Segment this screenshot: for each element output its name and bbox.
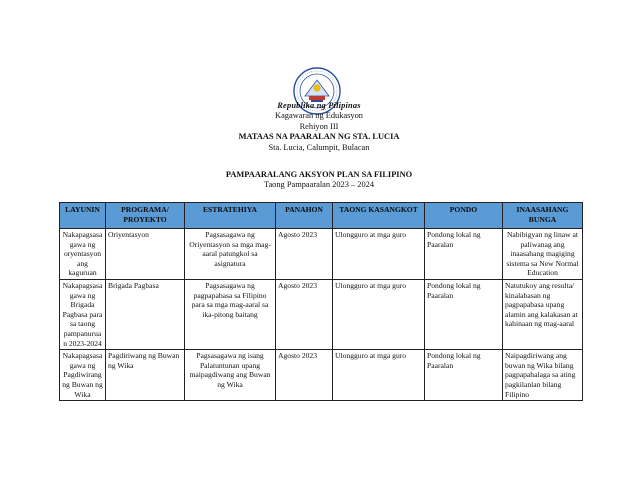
cell-taong-kasangkot: Ulongguro at mga guro bbox=[333, 350, 425, 401]
cell-estratehiya: Pagsasagawa ng pagpapabasa sa Filipino para sa mga mag-aaral sa ika-pitong baitang bbox=[185, 279, 276, 349]
cell-layunin: Nakapagsasagawa ng oryentasyon ang kaguruan bbox=[60, 229, 106, 280]
cell-layunin: Nakapagsasagawa ng Pagdiwirang ng Buwan ng Wika bbox=[60, 350, 106, 401]
col-header-taong-kasangkot: TAONG KASANGKOT bbox=[333, 203, 425, 229]
cell-inaasahang-bunga: Natutukoy ang resulta/ kinalabasan ng pagpapabasa upang alamin ang kalakasan at kahinaan ng mag-aaral bbox=[503, 279, 583, 349]
table-row bbox=[60, 229, 583, 280]
cell-programa: Oriyentasyon bbox=[106, 229, 185, 280]
col-header-layunin: LAYUNIN bbox=[60, 203, 106, 229]
col-header-panahon: PANAHON bbox=[276, 203, 333, 229]
cell-panahon: Agosto 2023 bbox=[276, 229, 333, 280]
rehiyon-line: Rehiyon III bbox=[299, 121, 339, 131]
col-header-estratehiya: ESTRATEHIYA bbox=[185, 203, 276, 229]
cell-taong-kasangkot: Ulongguro at mga guro bbox=[333, 229, 425, 280]
school-address: Sta. Lucia, Calumpit, Bulacan bbox=[268, 142, 370, 152]
table-row bbox=[60, 350, 583, 401]
cell-pondo: Pondong lokal ng Paaralan bbox=[425, 279, 503, 349]
cell-estratehiya: Pagsasagawa ng Oriyentasyon sa mga mag-aaral patungkol sa asignatura bbox=[185, 229, 276, 280]
school-name: MATAAS NA PAARALAN NG STA. LUCIA bbox=[238, 132, 400, 142]
plan-title: PAMPAARALANG AKSYON PLAN SA FILIPINO bbox=[225, 170, 413, 179]
col-header-programa: PROGRAMA/ PROYEKTO bbox=[106, 203, 185, 229]
kagawaran-line: Kagawaran ng Edukasyon bbox=[275, 111, 363, 121]
action-plan-table bbox=[59, 202, 583, 401]
cell-panahon: Agosto 2023 bbox=[276, 350, 333, 401]
table-row bbox=[60, 279, 583, 349]
cell-estratehiya: Pagsasagawa ng isang Palatuntunan upang maipagdiwang ang Buwan ng Wika bbox=[185, 350, 276, 401]
cell-programa: Pagdiriwang ng Buwan ng Wika bbox=[106, 350, 185, 401]
cell-programa: Brigada Pagbasa bbox=[106, 279, 185, 349]
document-title bbox=[0, 170, 638, 191]
table-header-row bbox=[60, 203, 583, 229]
col-header-pondo: PONDO bbox=[425, 203, 503, 229]
school-year: Taong Pampaaralan 2023 – 2024 bbox=[263, 180, 375, 190]
republika-line: Republika ng Pilipinas bbox=[277, 101, 361, 110]
cell-panahon: Agosto 2023 bbox=[276, 279, 333, 349]
cell-pondo: Pondong lokal ng Paaralan bbox=[425, 350, 503, 401]
cell-taong-kasangkot: Ulongguro at mga guro bbox=[333, 279, 425, 349]
cell-pondo: Pondong lokal ng Paaralan bbox=[425, 229, 503, 280]
letterhead bbox=[0, 101, 638, 153]
cell-layunin: Nakapagsasagawa ng Brigada Pagbasa para sa taong pampanuruan 2023-2024 bbox=[60, 279, 106, 349]
cell-inaasahang-bunga: Naipagdiriwang ang buwan ng Wika bilang pagpapahalaga sa ating pagkilanlan bilang Filipino bbox=[503, 350, 583, 401]
cell-inaasahang-bunga: Nabibigyan ng linaw at paliwanag ang inaasahang magiging sistema sa New Normal Education bbox=[503, 229, 583, 280]
col-header-inaasahang-bunga: INAASAHANG BUNGA bbox=[503, 203, 583, 229]
